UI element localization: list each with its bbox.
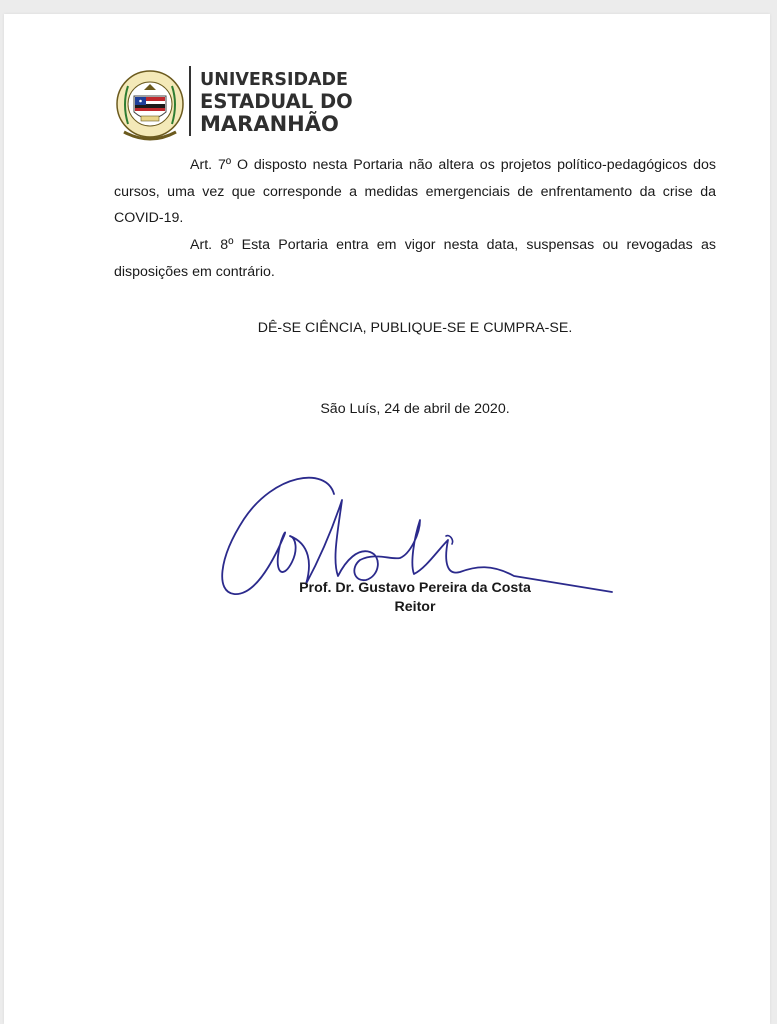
institution-line-1: UNIVERSIDADE [200,70,349,90]
institution-line-2: ESTADUAL DO [200,90,353,113]
closing-statement: DÊ-SE CIÊNCIA, PUBLIQUE-SE E CUMPRA-SE. [257,320,573,336]
signer-name: Prof. Dr. Gustavo Pereira da Costa [299,580,531,596]
institution-line-3: MARANHÃO [200,112,339,136]
institution-name [200,69,353,135]
place-and-date: São Luís, 24 de abril de 2020. [320,401,510,417]
university-seal-icon [114,66,186,146]
letterhead [114,66,374,158]
signer-title: Reitor [394,599,436,615]
article-8-paragraph: Art. 8º Esta Portaria entra em vigor nesta data, suspensas ou revogadas as disposições em contrário. [114,237,716,280]
header-divider [189,66,191,136]
document-page [4,14,770,1024]
article-7-paragraph: Art. 7º O disposto nesta Portaria não altera os projetos político-pedagógicos dos cursos, uma vez que corresponde a medidas emergenciais de enfrentamento da crise da COVID-19. [114,157,716,226]
